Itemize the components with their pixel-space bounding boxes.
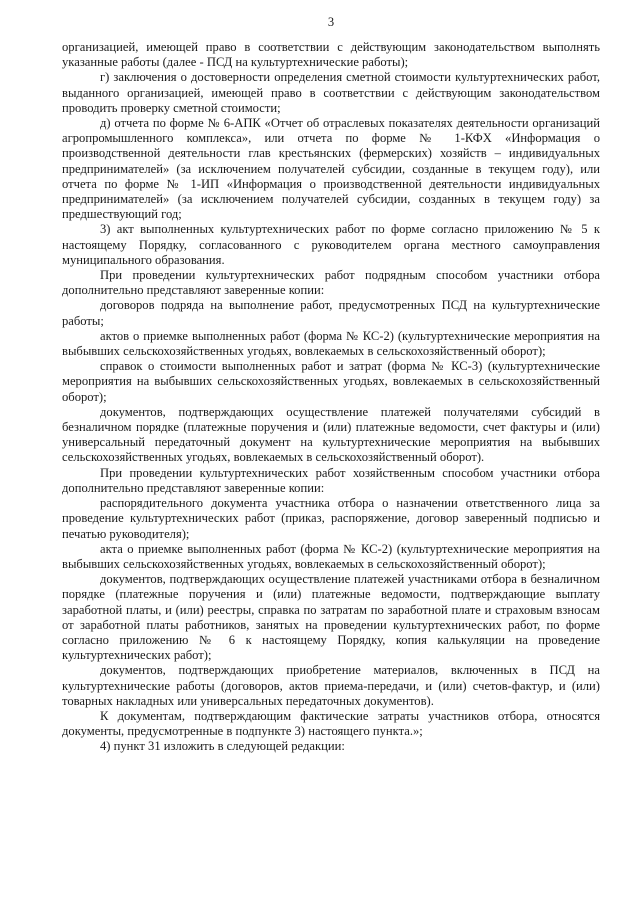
paragraph: распорядительного документа участника отбора о назначении ответственного лица за проведение культуртехнических работ (приказ, распоряжение, договор заверенный подписью и печатью руководителя);	[62, 496, 600, 541]
paragraph: д) отчета по форме № 6-АПК «Отчет об отраслевых показателях деятельности организаций агропромышленного комплекса», или отчета по форме № 1-КФХ «Информация о производственной деятельности глав крестьянских (фермерских) хозяйств – индивидуальных предпринимателей» (за исключением получателей субсидии, созданные в текущем году), или отчета по форме № 1-ИП «Информация о производственной деятельности индивидуальных предпринимателей» (за исключением получателей субсидии, созданных в текущем году) за предшествующий год;	[62, 116, 600, 222]
paragraph: 3) акт выполненных культуртехнических работ по форме согласно приложению № 5 к настоящему Порядку, согласованного с руководителем органа местного самоуправления муниципального образования.	[62, 222, 600, 267]
paragraph: организацией, имеющей право в соответствии с действующим законодательством выполнять указанные работы (далее - ПСД на культуртехнические работы);	[62, 40, 600, 70]
paragraph: г) заключения о достоверности определения сметной стоимости культуртехнических работ, выданного организацией, имеющей право в соответствии с действующим законодательством проводить проверку сметной стоимости;	[62, 70, 600, 115]
document-body	[62, 40, 600, 755]
paragraph: документов, подтверждающих осуществление платежей участниками отбора в безналичном порядке (платежные поручения и (или) платежные ведомости, подтверждающие выплату заработной платы, и (или) реестры, справка по затратам по заработной плате и страховым взносам от заработной платы работников, занятых на проведении культуртехнических работ, по форме согласно приложению № 6 к настоящему Порядку, копия калькуляции на проведение культуртехнических работ);	[62, 572, 600, 663]
paragraph: актов о приемке выполненных работ (форма № КС-2) (культуртехнические мероприятия на выбывших сельскохозяйственных угодьях, вовлекаемых в сельскохозяйственный оборот);	[62, 328, 600, 359]
paragraph: справок о стоимости выполненных работ и затрат (форма № КС-3) (культуртехнические мероприятия на выбывших сельскохозяйственных угодьях, вовлекаемых в сельскохозяйственный оборот);	[62, 359, 600, 404]
paragraph: 4) пункт 31 изложить в следующей редакции:	[100, 739, 345, 754]
paragraph: акта о приемке выполненных работ (форма № КС-2) (культуртехнические мероприятия на выбывших сельскохозяйственных угодьях, вовлекаемых в сельскохозяйственный оборот);	[62, 541, 600, 571]
paragraph: При проведении культуртехнических работ подрядным способом участники отбора дополнительно представляют заверенные копии:	[62, 268, 600, 298]
paragraph: К документам, подтверждающим фактические затраты участников отбора, относятся документы, предусмотренные в подпункте 3) настоящего пункта.»;	[62, 708, 600, 739]
paragraph: договоров подряда на выполнение работ, предусмотренных ПСД на культуртехнические работы;	[62, 298, 600, 328]
page-number: 3	[327, 15, 335, 29]
paragraph: При проведении культуртехнических работ хозяйственным способом участники отбора дополнительно представляют заверенные копии:	[62, 465, 600, 495]
paragraph: документов, подтверждающих осуществление платежей получателями субсидий в безналичном порядке (платежные поручения и (или) платежные ведомости, счет фактуры и (или) универсальный передаточный документ на культуртехнические мероприятия на выбывших сельскохозяйственных угодьях, вовлекаемых в сельскохозяйственный оборот).	[62, 404, 600, 465]
paragraph: документов, подтверждающих приобретение материалов, включенных в ПСД на культуртехнические работы (договоров, актов приема-передачи, и (или) счетов-фактур, и (или) товарных накладных или универсальных передаточных документов).	[62, 663, 600, 708]
